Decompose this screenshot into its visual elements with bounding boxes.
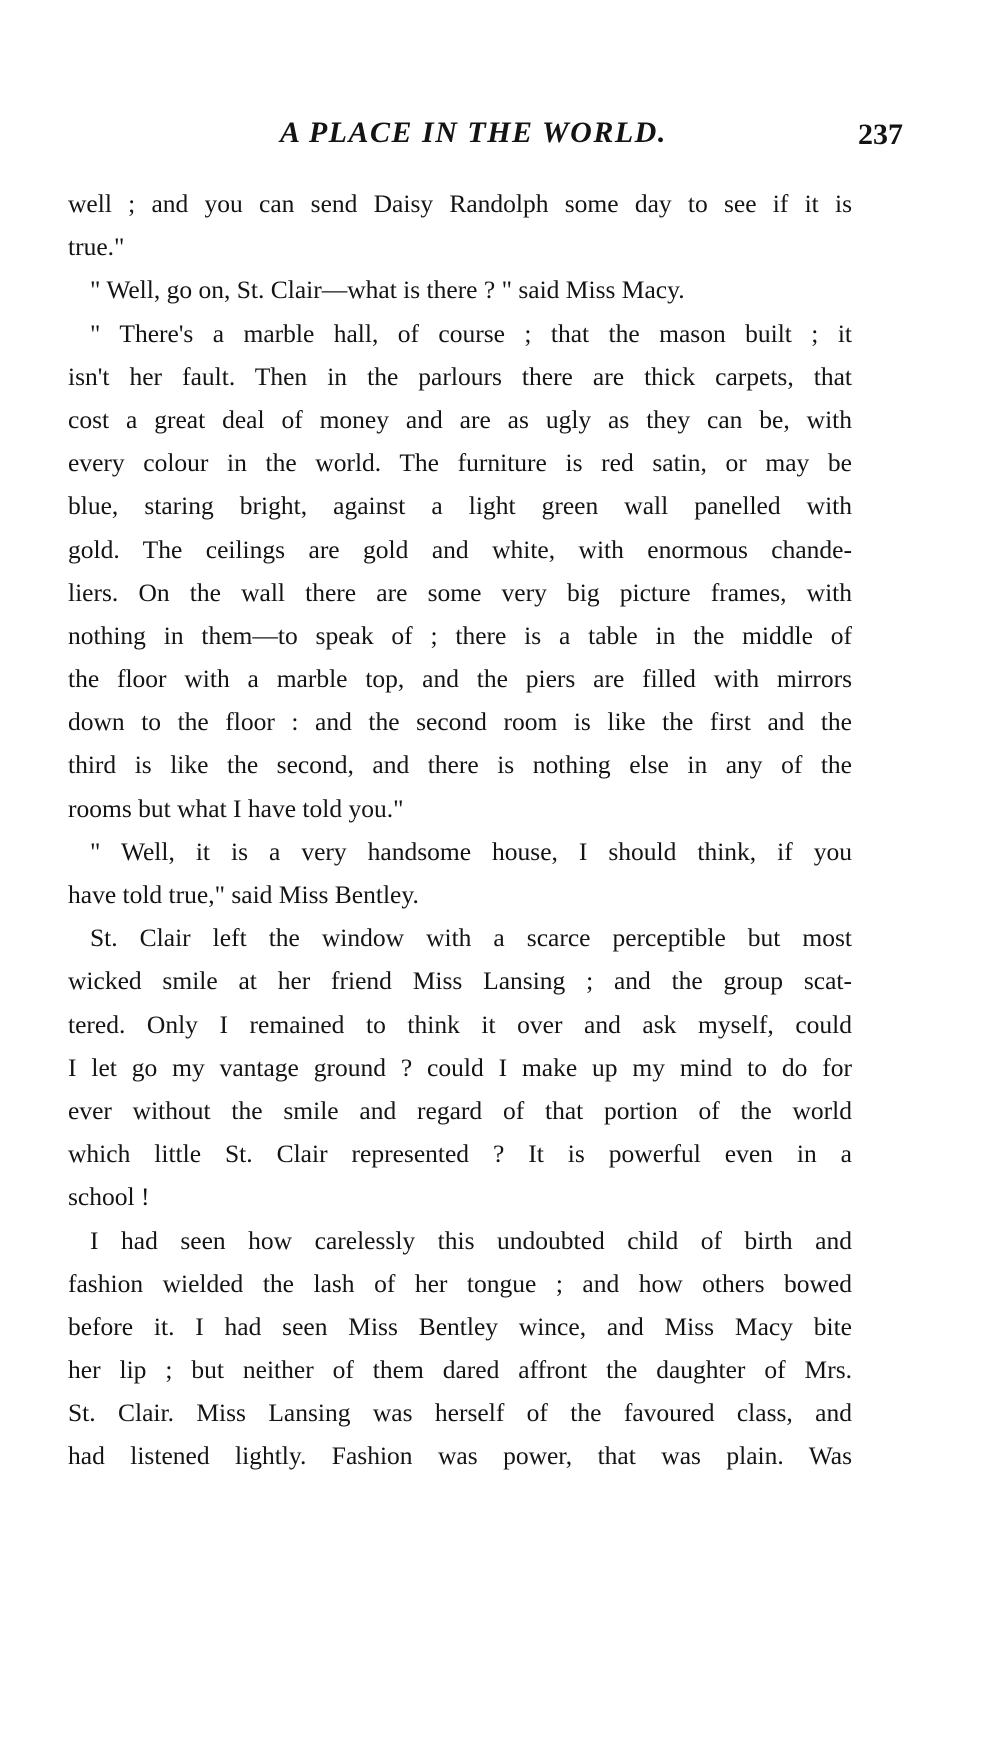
text-line: true." — [68, 232, 125, 262]
page-text — [68, 182, 852, 1478]
text-line: tered. Only I remained to think it over and ask myself, could — [68, 1009, 852, 1039]
text-line: gold. The ceilings are gold and white, with enormous chande- — [68, 534, 852, 564]
text-line: cost a great deal of money and are as ugly as they can be, with — [68, 404, 852, 434]
text-line: " There's a marble hall, of course ; that the mason built ; it — [90, 318, 852, 348]
text-line: ever without the smile and regard of that portion of the world — [68, 1095, 852, 1125]
text-line: wicked smile at her friend Miss Lansing ; and the group scat- — [68, 966, 852, 996]
text-line: the floor with a marble top, and the piers are filled with mirrors — [68, 664, 852, 694]
text-line: isn't her fault. Then in the parlours there are thick carpets, that — [68, 361, 852, 391]
text-line: " Well, go on, St. Clair—what is there ? " said Miss Macy. — [90, 275, 685, 305]
text-line: have told true," said Miss Bentley. — [68, 880, 419, 909]
text-line: had listened lightly. Fashion was power, that was plain. Was — [68, 1441, 852, 1471]
text-line: before it. I had seen Miss Bentley wince, and Miss Macy bite — [68, 1311, 852, 1341]
text-line: her lip ; but neither of them dared affront the daughter of Mrs. — [68, 1355, 852, 1385]
text-line: I had seen how carelessly this undoubted child of birth and — [90, 1225, 852, 1255]
text-line: rooms but what I have told you." — [68, 793, 404, 823]
text-line: school ! — [68, 1182, 150, 1212]
text-line: third is like the second, and there is nothing else in any of the — [68, 750, 852, 780]
text-line: every colour in the world. The furniture is red satin, or may be — [68, 448, 852, 478]
text-line: well ; and you can send Daisy Randolph some day to see if it is — [68, 189, 852, 218]
text-line: fashion wielded the lash of her tongue ; and how others bowed — [68, 1268, 852, 1298]
text-line: down to the floor : and the second room is like the first and the — [68, 707, 852, 737]
running-title: A PLACE IN THE WORLD. — [280, 116, 667, 149]
page-number: 237 — [858, 118, 903, 151]
text-line: I let go my vantage ground ? could I make up my mind to do for — [68, 1052, 852, 1082]
text-line: liers. On the wall there are some very big picture frames, with — [68, 577, 852, 607]
text-line: " Well, it is a very handsome house, I should think, if you — [90, 836, 852, 866]
text-line: St. Clair left the window with a scarce perceptible but most — [90, 923, 852, 953]
text-line: blue, staring bright, against a light green wall panelled with — [68, 491, 852, 521]
text-line: which little St. Clair represented ? It is powerful even in a — [68, 1139, 852, 1169]
text-line: nothing in them—to speak of ; there is a table in the middle of — [68, 620, 852, 650]
text-line: St. Clair. Miss Lansing was herself of the favoured class, and — [68, 1398, 852, 1428]
running-header — [0, 116, 1000, 156]
